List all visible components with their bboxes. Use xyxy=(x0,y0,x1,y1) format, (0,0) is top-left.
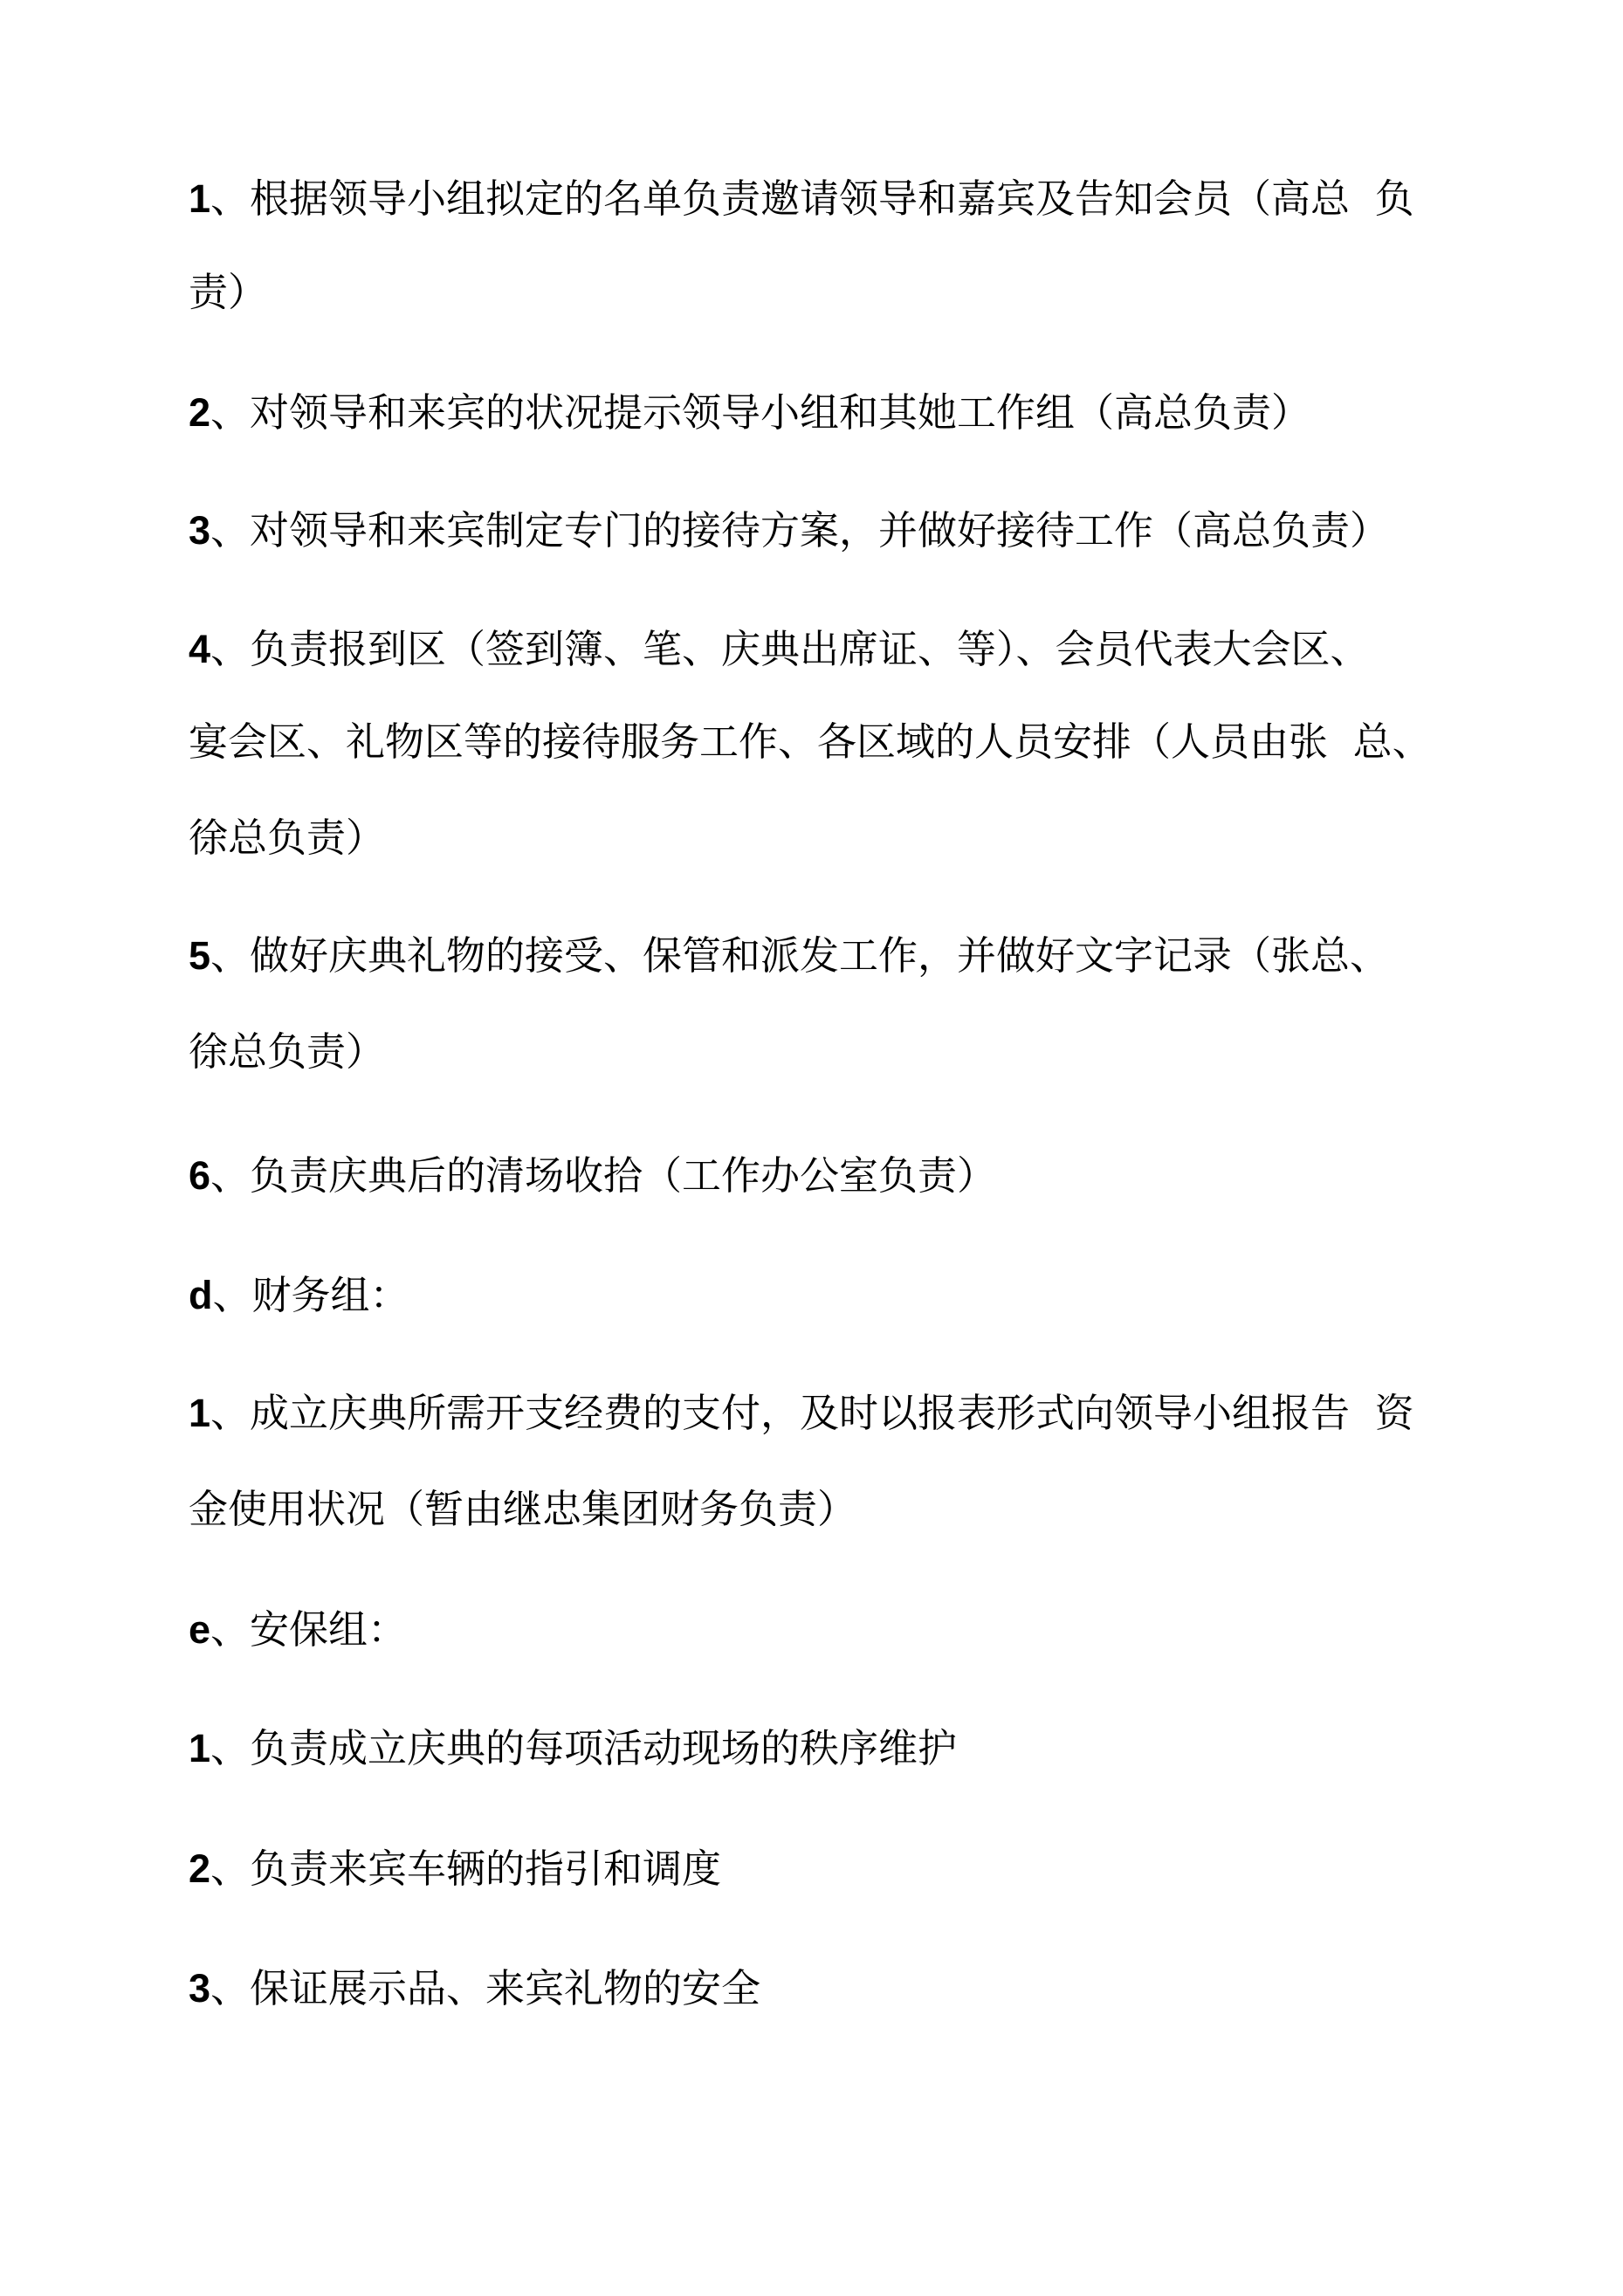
item-text: 、对领导和来宾的状况提示领导小组和其她工作组（高总负责） xyxy=(210,389,1311,436)
item-number: 2 xyxy=(189,390,211,435)
item-text: 徐总负责） xyxy=(189,815,386,861)
text-line xyxy=(189,1387,1414,1440)
text-line xyxy=(189,1963,760,2015)
item-number: 3 xyxy=(189,1966,211,2011)
text-line xyxy=(189,1843,721,1895)
item-text: 、财务组： xyxy=(212,1272,409,1318)
item-number: 6 xyxy=(189,1153,211,1198)
item-text: 金使用状况（暂由继忠集团财务负责） xyxy=(189,1486,857,1532)
item-number: 3 xyxy=(189,508,211,553)
item-text: 、对领导和来宾制定专门的接待方案，并做好接待工作（高总负责） xyxy=(210,507,1390,553)
text-line xyxy=(189,812,385,864)
text-line xyxy=(189,1483,856,1536)
text-line xyxy=(189,173,1414,225)
item-text: 宴会区、礼物区等的接待服务工作、各区域的人员安排（人员由张 总、 xyxy=(189,718,1432,765)
text-line xyxy=(189,716,1432,768)
text-line xyxy=(189,930,1389,982)
section-heading xyxy=(189,1604,407,1656)
item-number: d xyxy=(189,1273,213,1317)
text-line xyxy=(189,1150,996,1202)
item-number: 4 xyxy=(189,627,211,671)
item-number: 1 xyxy=(189,1726,211,1770)
item-text: 徐总负责） xyxy=(189,1028,386,1075)
item-number: 5 xyxy=(189,933,211,978)
section-heading xyxy=(189,1269,409,1322)
item-text: 、负责来宾车辆的指引和调度 xyxy=(210,1846,722,1892)
item-text: 、负责庆典后的清场收拾（工作办公室负责） xyxy=(210,1152,997,1199)
item-text: 、做好庆典礼物的接受、保管和派发工作，并做好文字记录（张总、 xyxy=(210,932,1390,979)
item-number: e xyxy=(189,1607,211,1652)
text-line xyxy=(189,623,1370,676)
item-text: 、成立庆典所需开支经费的支付，及时以报表形式向领导小组报告 资 xyxy=(210,1390,1414,1436)
item-text: 、负责报到区（签到簿、笔、庆典出席证、等）、会员代表大会区、 xyxy=(210,626,1370,672)
text-line xyxy=(189,266,267,319)
item-text: 、保证展示品、来宾礼物的安全 xyxy=(210,1965,761,2011)
item-text: 、负责成立庆典的每项活动现场的秩序维护 xyxy=(210,1725,958,1771)
item-text: 、根据领导小组拟定的名单负责邀请领导和嘉宾及告知会员（高总 负 xyxy=(210,175,1414,222)
item-number: 2 xyxy=(189,1846,211,1891)
text-line xyxy=(189,387,1310,439)
item-number: 1 xyxy=(189,1391,211,1435)
item-text: 责） xyxy=(189,269,268,315)
item-number: 1 xyxy=(189,176,211,221)
text-line xyxy=(189,1026,385,1078)
text-line xyxy=(189,1722,957,1775)
text-line xyxy=(189,505,1389,557)
item-text: 、安保组： xyxy=(210,1606,408,1653)
